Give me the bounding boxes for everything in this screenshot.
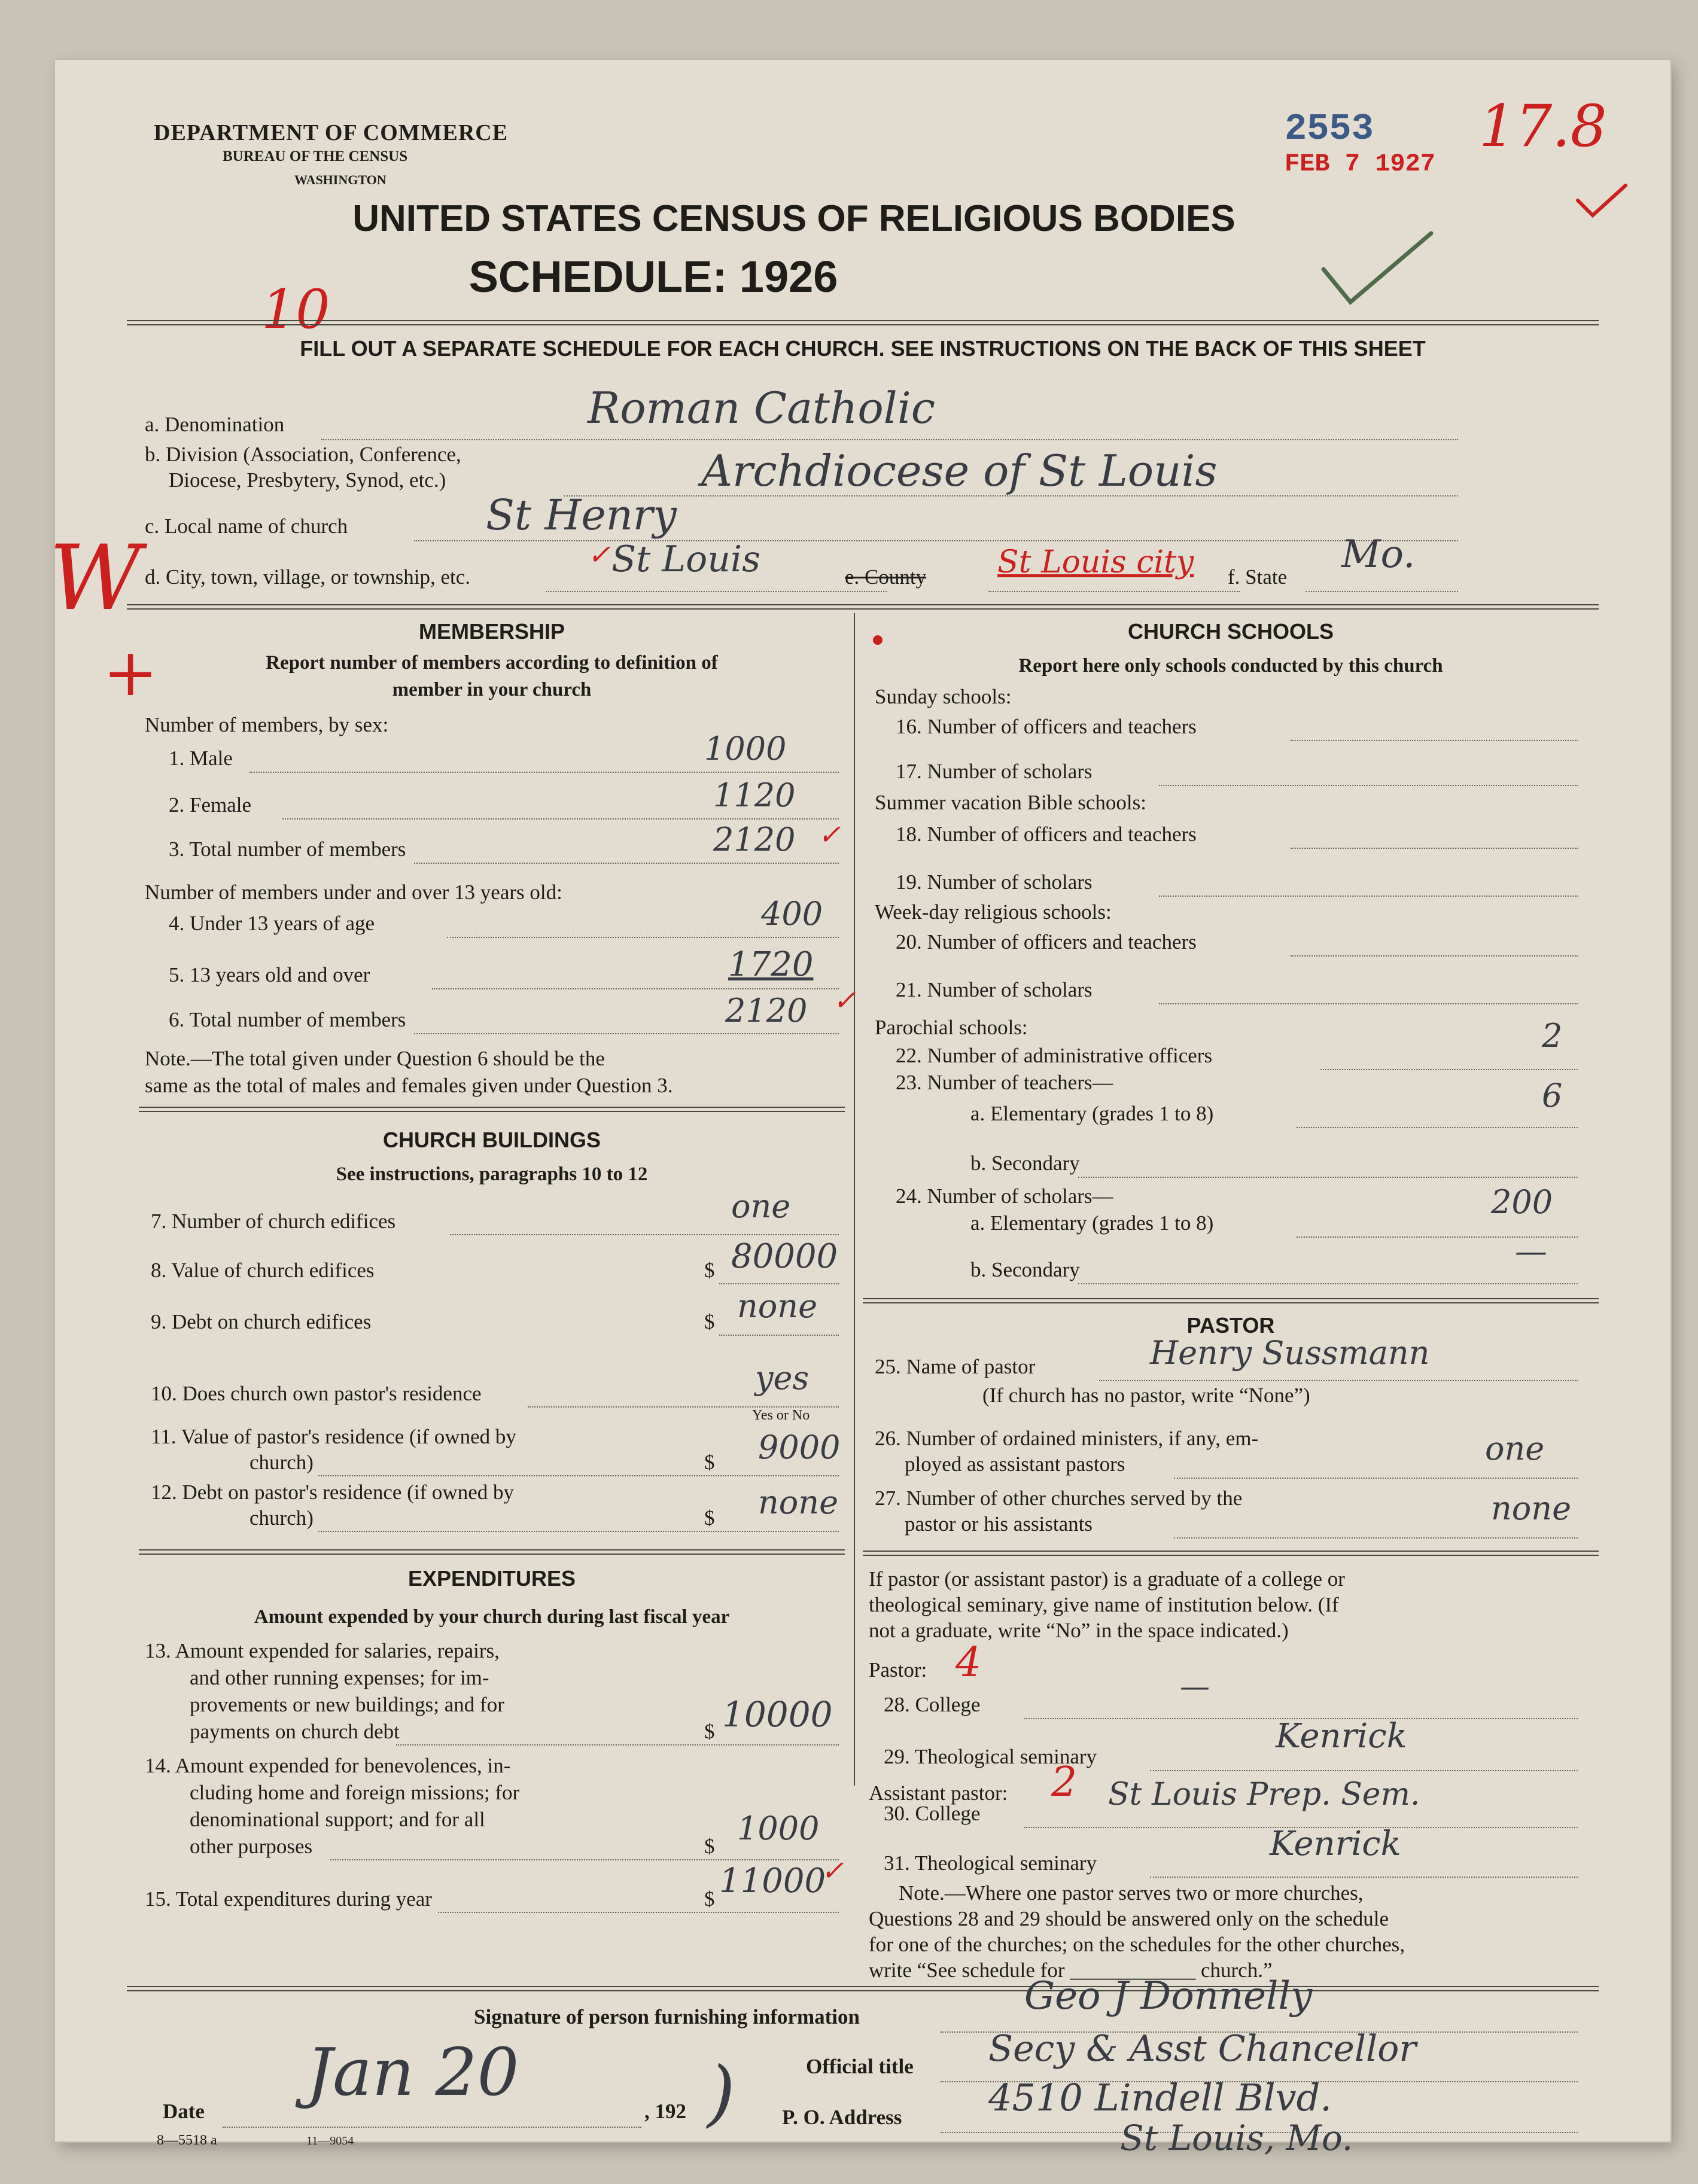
q8-label: 8. Value of church edifices: [151, 1259, 375, 1282]
q14-line-4: other purposes: [190, 1835, 313, 1858]
q31-label: 31. Theological seminary: [884, 1851, 1097, 1875]
q31-value: Kenrick: [1270, 1824, 1401, 1863]
q12-dollar: $: [704, 1506, 715, 1530]
form-title: UNITED STATES CENSUS OF RELIGIOUS BODIES: [352, 198, 1236, 239]
by-age-label: Number of members under and over 13 years old:: [145, 881, 562, 904]
q24b-label: b. Secondary: [970, 1258, 1080, 1281]
yes-or-no-hint: Yes or No: [752, 1408, 810, 1423]
pastor-note-1: Note.—Where one pastor serves two or more churches,: [899, 1881, 1364, 1905]
q13-value: 10000: [722, 1694, 833, 1735]
q25-hint: (If church has no pastor, write “None”): [982, 1384, 1310, 1407]
po-address-label: P. O. Address: [782, 2106, 902, 2129]
date-bracket: ): [707, 2052, 735, 2135]
q27-label-2: pastor or his assistants: [905, 1512, 1093, 1536]
assistant-red-mark: 2: [1051, 1759, 1078, 1806]
q14-line-2: cluding home and foreign missions; for: [190, 1781, 520, 1804]
q24a-value: 200: [1491, 1183, 1553, 1221]
q23-label: 23. Number of teachers—: [896, 1071, 1113, 1094]
q7-value: one: [731, 1187, 791, 1225]
q12-label-1: 12. Debt on pastor's residence (if owned by: [151, 1481, 514, 1504]
q28-label: 28. College: [884, 1693, 981, 1716]
graduate-note-1: If pastor (or assistant pastor) is a graduate of a college or: [869, 1567, 1345, 1591]
q6-value: 2120: [725, 992, 808, 1029]
red-dot-icon: [872, 634, 884, 646]
state-label: f. State: [1228, 565, 1288, 589]
schools-intro: Report here only schools conducted by this church: [1018, 655, 1443, 677]
q26-label-2: ployed as assistant pastors: [905, 1452, 1125, 1476]
q12-value: none: [758, 1484, 839, 1521]
q11-value: 9000: [758, 1428, 841, 1466]
po-address-value-2: St Louis, Mo.: [1120, 2118, 1353, 2158]
census-form-sheet: [49, 60, 1670, 2158]
denomination-value: Roman Catholic: [588, 383, 936, 433]
q27-label-1: 27. Number of other churches served by the: [875, 1487, 1243, 1510]
q25-value: Henry Sussmann: [1150, 1334, 1430, 1372]
summer-label: Summer vacation Bible schools:: [875, 791, 1146, 814]
q13-line-4: payments on church debt: [190, 1720, 400, 1743]
pastor-note-3: for one of the churches; on the schedules for the other churches,: [869, 1933, 1405, 1956]
q18-label: 18. Number of officers and teachers: [896, 823, 1197, 846]
q29-value: Kenrick: [1276, 1717, 1407, 1756]
q8-dollar: $: [704, 1259, 715, 1282]
county-value: St Louis city: [997, 544, 1194, 580]
q6-check: ✓: [833, 984, 856, 1016]
dept-name: DEPARTMENT OF COMMERCE: [154, 120, 509, 145]
q10-value: yes: [755, 1359, 810, 1397]
q22-label: 22. Number of administrative officers: [896, 1044, 1213, 1067]
q24b-value: —: [1515, 1232, 1547, 1270]
q22-value: 2: [1542, 1017, 1563, 1055]
q16-label: 16. Number of officers and teachers: [896, 715, 1197, 738]
state-value: Mo.: [1341, 532, 1416, 577]
plus-mark: +: [103, 634, 159, 711]
county-label: e. County: [845, 565, 927, 589]
pastor-heading: PASTOR: [1186, 1313, 1275, 1338]
q13-line-2: and other running expenses; for im-: [190, 1666, 489, 1689]
membership-heading: MEMBERSHIP: [418, 619, 565, 644]
margin-w-mark: W: [49, 526, 142, 630]
q1-value: 1000: [704, 730, 787, 767]
q14-line-3: denominational support; and for all: [190, 1808, 485, 1831]
church-name-value: St Henry: [486, 491, 677, 540]
pastor-red-mark: 4: [955, 1639, 982, 1686]
q5-value: 1720: [728, 945, 814, 984]
q29-label: 29. Theological seminary: [884, 1745, 1097, 1768]
date-label: Date: [163, 2100, 205, 2123]
q17-label: 17. Number of scholars: [896, 760, 1093, 783]
q23b-label: b. Secondary: [970, 1152, 1080, 1175]
year-suffix: , 192: [644, 2100, 686, 2123]
q24-label: 24. Number of scholars—: [896, 1184, 1113, 1208]
q20-label: 20. Number of officers and teachers: [896, 930, 1197, 954]
green-check-icon: [1317, 227, 1437, 311]
q3-label: 3. Total number of members: [169, 837, 406, 861]
parochial-label: Parochial schools:: [875, 1016, 1028, 1039]
q23a-label: a. Elementary (grades 1 to 8): [970, 1102, 1214, 1125]
city-label: d. City, town, village, or township, etc.: [145, 565, 471, 589]
q9-label: 9. Debt on church edifices: [151, 1310, 372, 1333]
q13-line-3: provements or new buildings; and for: [190, 1693, 504, 1716]
po-address-value: 4510 Lindell Blvd.: [988, 2076, 1332, 2119]
stamp-date: FEB 7 1927: [1285, 150, 1436, 178]
print-number: 11—9054: [306, 2134, 354, 2148]
official-title-value: Secy & Asst Chancellor: [988, 2028, 1417, 2070]
q15-label: 15. Total expenditures during year: [145, 1887, 432, 1911]
q4-value: 400: [761, 895, 823, 933]
q3-value: 2120: [713, 821, 796, 858]
q10-label: 10. Does church own pastor's residence: [151, 1382, 482, 1405]
signature-label: Signature of person furnishing information: [474, 2005, 860, 2028]
graduate-note-3: not a graduate, write “No” in the space indicated.): [869, 1619, 1289, 1642]
by-sex-label: Number of members, by sex:: [145, 713, 389, 736]
q14-line-1: 14. Amount expended for benevolences, in-: [145, 1754, 511, 1777]
q21-label: 21. Number of scholars: [896, 978, 1093, 1001]
membership-note-2: same as the total of males and females given under Question 3.: [145, 1074, 673, 1097]
q30-value: St Louis Prep. Sem.: [1108, 1777, 1420, 1813]
pastor-label: Pastor:: [869, 1658, 927, 1682]
expenditures-heading: EXPENDITURES: [407, 1566, 576, 1591]
buildings-sub: See instructions, paragraphs 10 to 12: [336, 1163, 648, 1185]
membership-intro-1: Report number of members according to definition of: [266, 652, 718, 674]
q14-dollar: $: [704, 1835, 715, 1858]
q19-label: 19. Number of scholars: [896, 870, 1093, 894]
stamp-number: 2553: [1285, 108, 1374, 150]
corner-number: 17.8: [1479, 93, 1607, 160]
pastor-note-4: write “See schedule for ____________ church.”: [869, 1958, 1273, 1982]
q11-dollar: $: [704, 1451, 715, 1474]
left-number: 10: [261, 278, 330, 341]
official-title-label: Official title: [806, 2055, 914, 2078]
schools-heading: CHURCH SCHOOLS: [1127, 619, 1334, 644]
q15-value: 11000: [719, 1862, 826, 1900]
city-name: WASHINGTON: [294, 172, 387, 187]
graduate-note-2: theological seminary, give name of institution below. (If: [869, 1593, 1339, 1616]
q13-dollar: $: [704, 1720, 715, 1743]
q30-label: 30. College: [884, 1802, 981, 1825]
q9-value: none: [737, 1287, 818, 1325]
q28-value: —: [1180, 1669, 1210, 1704]
buildings-heading: CHURCH BUILDINGS: [383, 1128, 601, 1152]
date-value: Jan 20: [306, 2034, 519, 2110]
q2-value: 1120: [713, 776, 796, 814]
membership-intro-2: member in your church: [392, 679, 592, 700]
membership-note-1: Note.—The total given under Question 6 should be the: [145, 1047, 605, 1070]
division-value: Archdiocese of St Louis: [701, 446, 1218, 496]
signature-value: Geo J Donnelly: [1024, 1974, 1313, 2018]
q4-label: 4. Under 13 years of age: [169, 912, 375, 935]
division-label-1: b. Division (Association, Conference,: [145, 443, 461, 466]
denomination-label: a. Denomination: [145, 413, 285, 436]
q14-value: 1000: [737, 1810, 820, 1847]
q15-check: ✓: [821, 1854, 844, 1887]
church-name-label: c. Local name of church: [145, 514, 348, 538]
red-check-icon: [1575, 179, 1629, 221]
schedule-year: SCHEDULE: 1926: [468, 252, 838, 301]
q3-check: ✓: [818, 818, 841, 851]
q27-value: none: [1491, 1489, 1572, 1527]
q23a-value: 6: [1542, 1077, 1563, 1114]
pastor-note-2: Questions 28 and 29 should be answered only on the schedule: [869, 1907, 1389, 1930]
q11-label-1: 11. Value of pastor's residence (if owned by: [151, 1425, 516, 1448]
expenditures-sub: Amount expended by your church during last fiscal year: [254, 1606, 730, 1628]
q24a-label: a. Elementary (grades 1 to 8): [970, 1211, 1214, 1235]
q2-label: 2. Female: [169, 793, 252, 817]
city-check: ✓: [588, 538, 611, 571]
q6-label: 6. Total number of members: [169, 1008, 406, 1031]
sunday-label: Sunday schools:: [875, 685, 1012, 708]
division-label-2: Diocese, Presbytery, Synod, etc.): [169, 468, 446, 492]
q13-line-1: 13. Amount expended for salaries, repairs,: [145, 1639, 500, 1662]
q11-label-2: church): [249, 1451, 314, 1474]
q8-value: 80000: [731, 1237, 838, 1276]
weekday-label: Week-day religious schools:: [875, 900, 1112, 924]
q5-label: 5. 13 years old and over: [169, 963, 370, 986]
q1-label: 1. Male: [169, 747, 233, 770]
q15-dollar: $: [704, 1887, 715, 1911]
q9-dollar: $: [704, 1310, 715, 1333]
form-number: 8—5518 a: [157, 2133, 217, 2148]
q25-label: 25. Name of pastor: [875, 1355, 1036, 1378]
city-value: St Louis: [611, 538, 760, 580]
q12-label-2: church): [249, 1506, 314, 1530]
instruction-banner: FILL OUT A SEPARATE SCHEDULE FOR EACH CHURCH. SEE INSTRUCTIONS ON THE BACK OF THIS SHEET: [300, 336, 1426, 361]
q26-value: one: [1485, 1430, 1545, 1467]
q7-label: 7. Number of church edifices: [151, 1210, 396, 1233]
q26-label-1: 26. Number of ordained ministers, if any, em-: [875, 1427, 1259, 1450]
bureau-name: BUREAU OF THE CENSUS: [223, 148, 408, 165]
assistant-pastor-label: Assistant pastor:: [869, 1781, 1008, 1805]
